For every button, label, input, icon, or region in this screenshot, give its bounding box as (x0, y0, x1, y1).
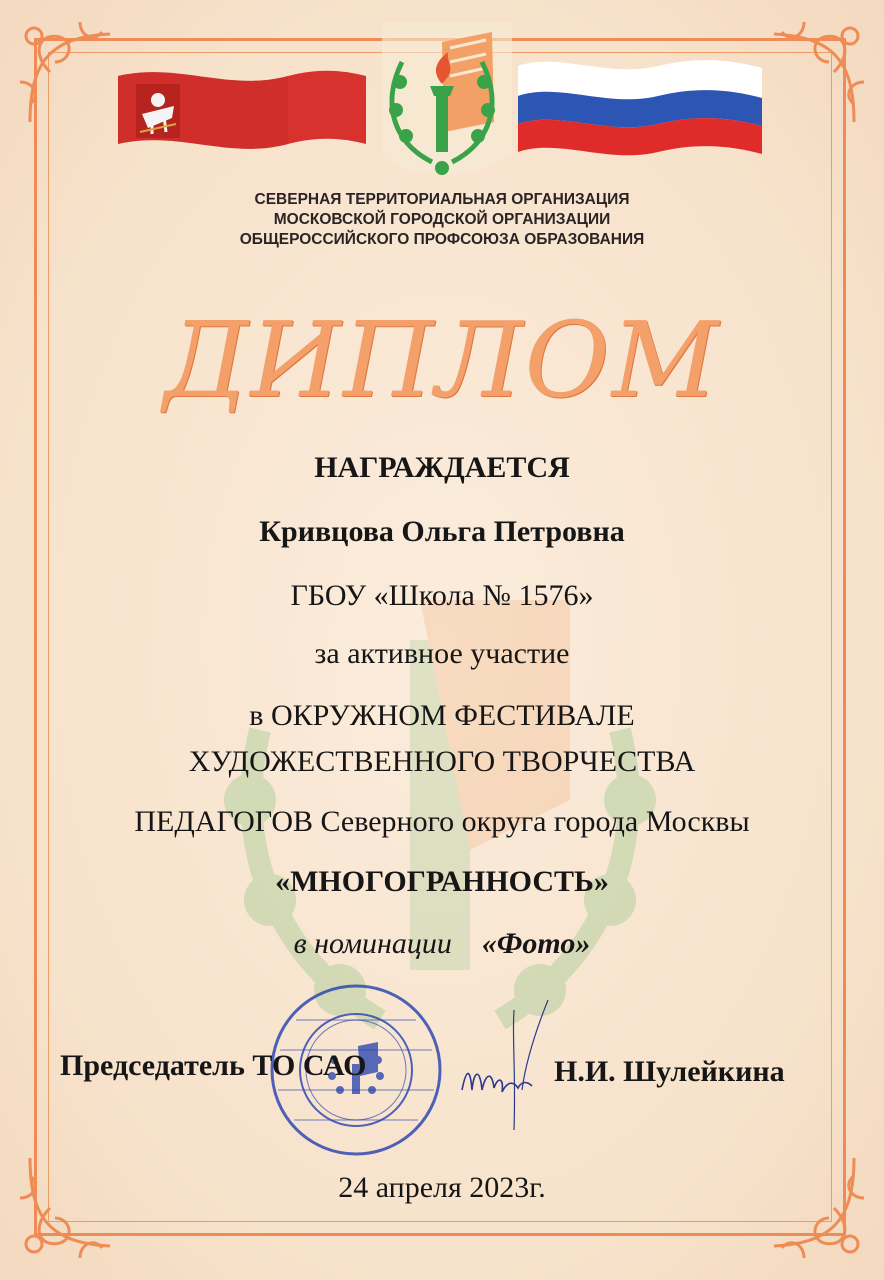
signer-title: Председатель ТО САО (60, 1049, 367, 1082)
org-line-1: СЕВЕРНАЯ ТЕРРИТОРИАЛЬНАЯ ОРГАНИЗАЦИЯ (254, 191, 630, 208)
org-line-3: ОБЩЕРОССИЙСКОГО ПРОФСОЮЗА ОБРАЗОВАНИЯ (239, 231, 645, 248)
award-reason: за активное участие (314, 637, 570, 670)
recipient-name: Кривцова Ольга Петровна (259, 515, 625, 548)
diploma-title: ДИПЛОМ (163, 299, 721, 421)
russian-flag-icon (518, 56, 762, 156)
nomination-name: «Фото» (481, 927, 591, 960)
event-line-1: в ОКРУЖНОМ ФЕСТИВАЛЕ (249, 699, 635, 732)
corner-ornament-icon (10, 12, 130, 132)
organization-name (120, 190, 764, 250)
corner-ornament-icon (754, 12, 874, 132)
trade-union-emblem-icon (372, 22, 512, 182)
org-line-2: МОСКОВСКОЙ ГОРОДСКОЙ ОРГАНИЗАЦИИ (273, 211, 611, 228)
corner-ornament-icon (754, 1148, 874, 1268)
award-date: 24 апреля 2023г. (338, 1171, 546, 1204)
corner-ornament-icon (10, 1148, 130, 1268)
nomination (60, 926, 824, 962)
event-line-3: ПЕДАГОГОВ Северного округа города Москвы (134, 805, 750, 838)
moscow-flag-icon (118, 62, 366, 158)
event-line-2: ХУДОЖЕСТВЕННОГО ТВОРЧЕСТВА (188, 745, 696, 778)
school-name: ГБОУ «Школа № 1576» (290, 579, 594, 612)
signer-name: Н.И. Шулейкина (554, 1055, 785, 1088)
awarded-heading: НАГРАЖДАЕТСЯ (314, 451, 570, 484)
nomination-prefix: в номинации (293, 927, 452, 960)
festival-name: «МНОГОГРАННОСТЬ» (275, 865, 609, 898)
